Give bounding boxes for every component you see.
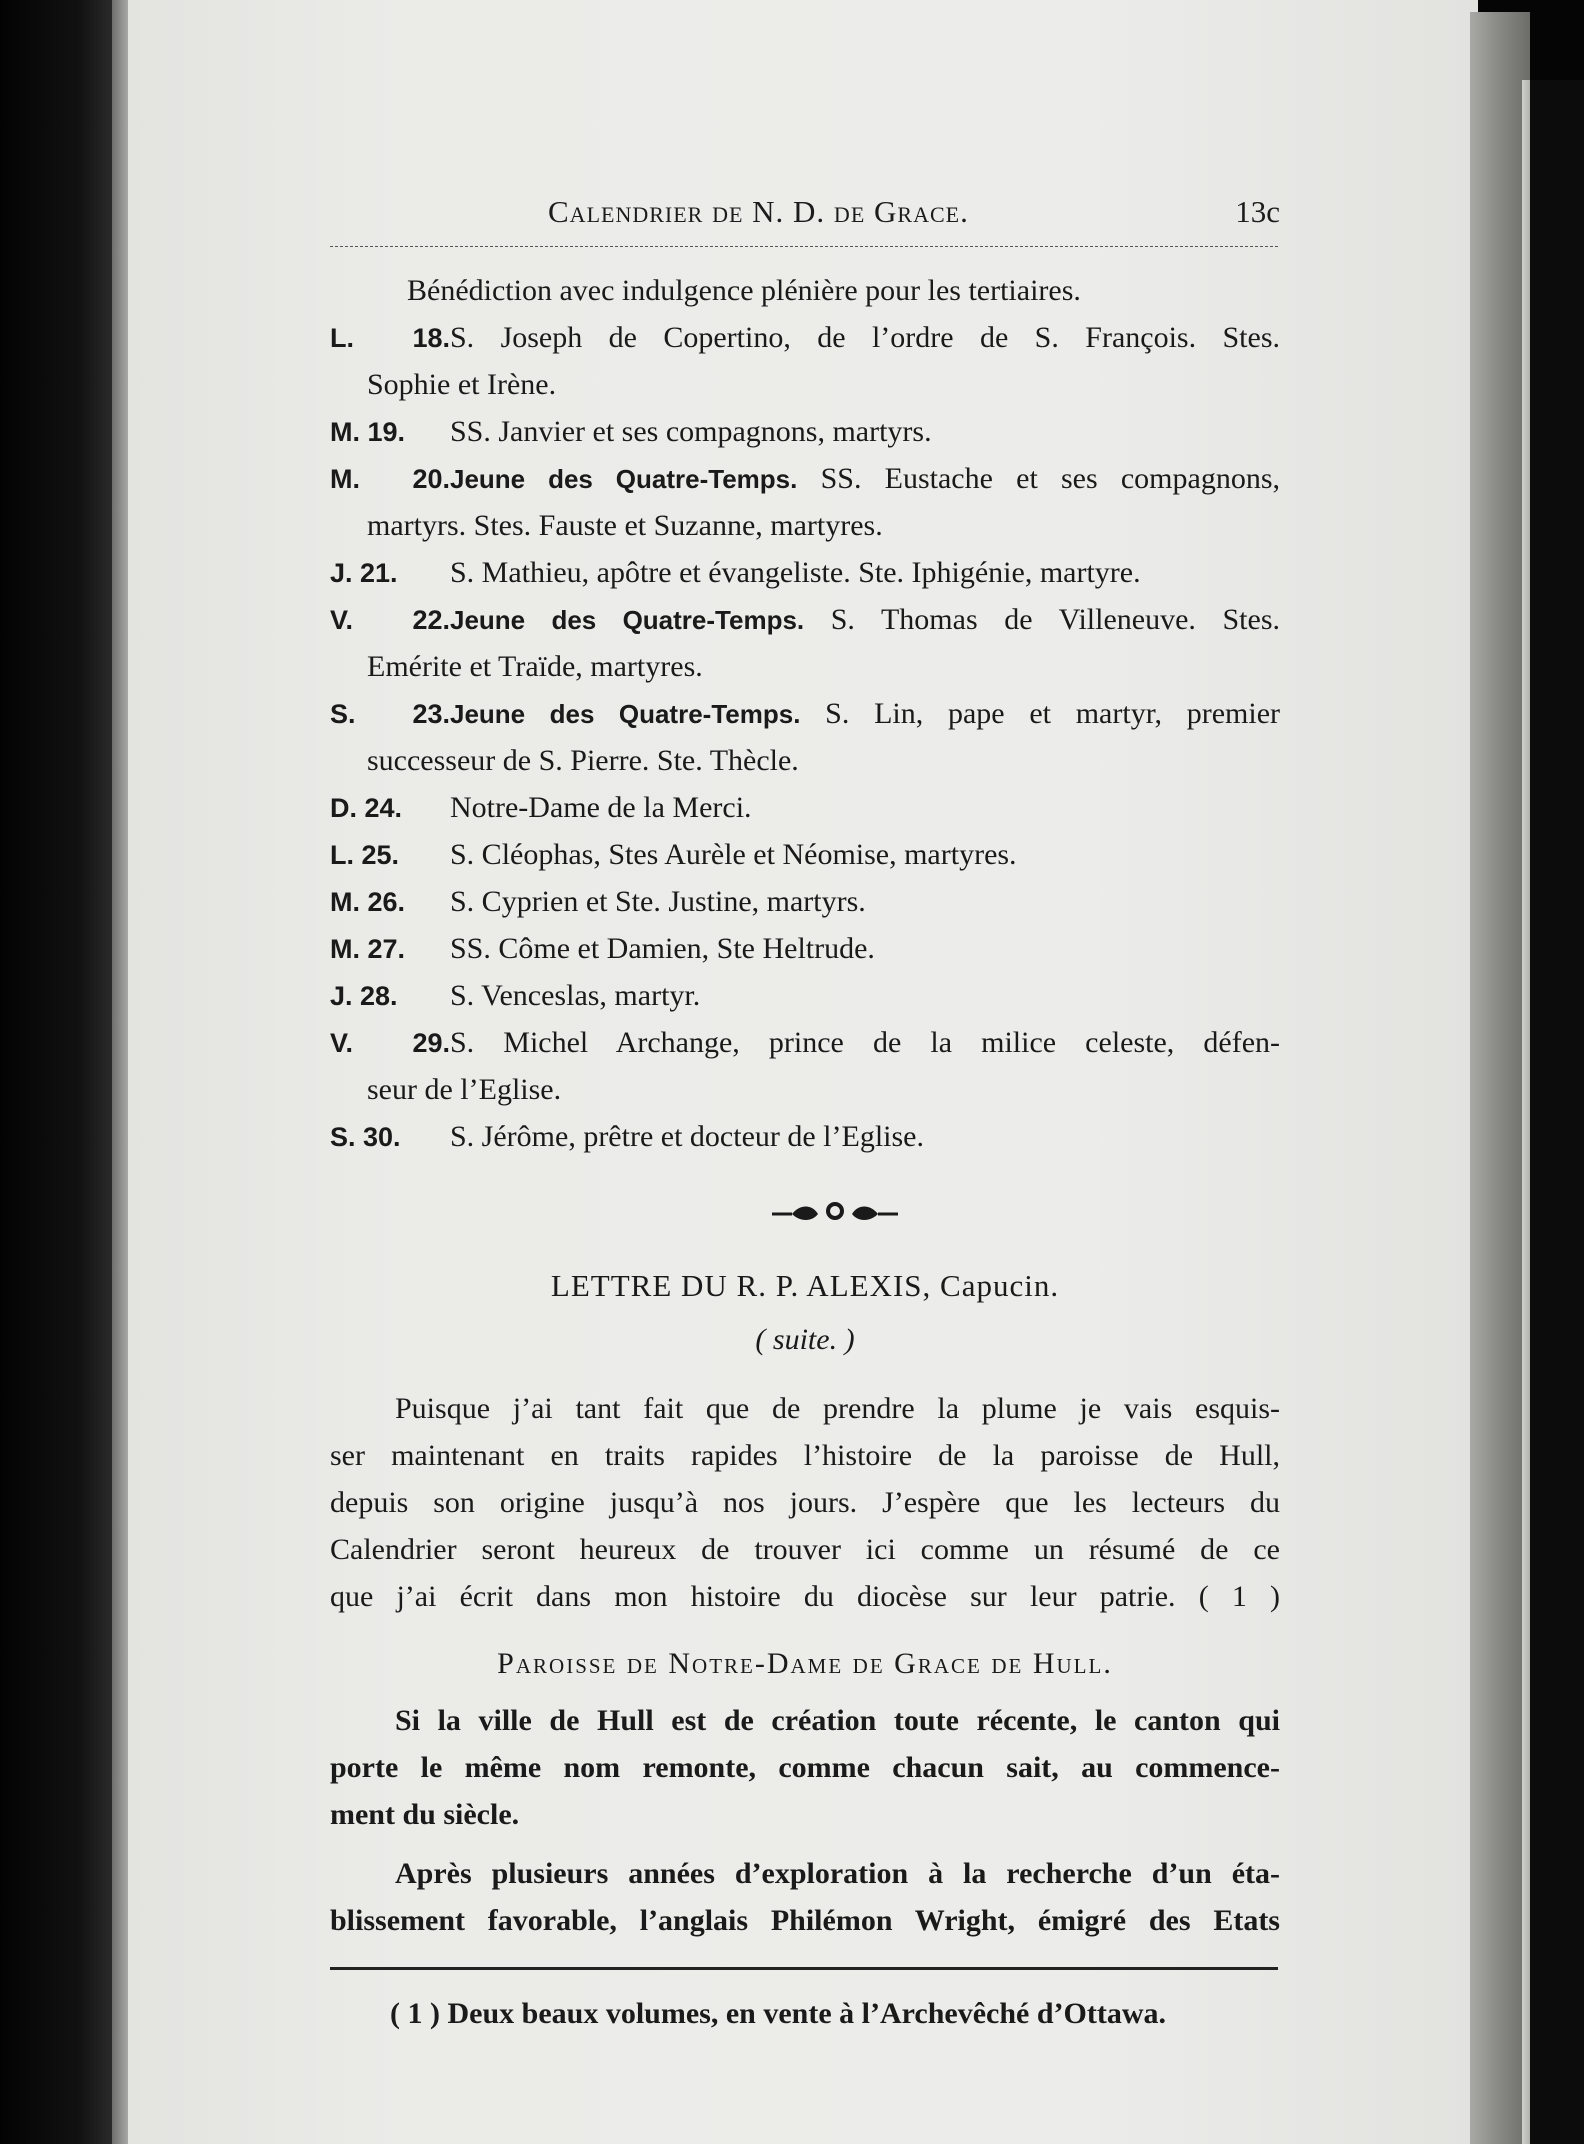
entry-continuation: successeur de S. Pierre. Ste. Thècle. <box>367 744 799 777</box>
calendar-entry <box>330 455 1280 503</box>
calendar-entry <box>330 1019 1280 1067</box>
entry-date: M. 20. <box>330 464 450 494</box>
calendar-intro: Bénédiction avec indulgence plénière pour les tertiaires. <box>407 274 1081 307</box>
entry-date: L. 25. <box>330 840 400 870</box>
calendar-entry <box>330 690 1280 738</box>
entry-text: SS. Janvier et ses compagnons, martyrs. <box>450 415 932 448</box>
entry-continuation: Sophie et Irène. <box>367 368 557 401</box>
entry-text: S. Joseph de Copertino, de l’ordre de S. François. Stes. <box>450 321 1280 354</box>
feast-label: Jeune des Quatre-Temps. <box>450 464 798 494</box>
footnote: ( 1 ) Deux beaux volumes, en vente à l’Archevêché d’Ottawa. <box>390 1997 1167 2030</box>
paragraph-line: porte le même nom remonte, comme chacun sait, au commence- <box>330 1751 1280 1784</box>
calendar-entry <box>330 878 1280 926</box>
calendar-entry <box>330 784 1280 832</box>
entry-text: S. Lin, pape et martyr, premier <box>825 697 1280 730</box>
left-book-edge <box>0 0 112 2144</box>
entry-date: V. 22. <box>330 605 450 635</box>
entry-date: L. 18. <box>330 323 450 353</box>
entry-text: S. Jérôme, prêtre et docteur de l’Eglise. <box>450 1120 924 1153</box>
paragraph-line: blissement favorable, l’anglais Philémon Wright, émigré des Etats <box>330 1904 1280 1937</box>
entry-date: J. 28. <box>330 981 398 1011</box>
entry-date: S. 30. <box>330 1122 401 1152</box>
paragraph-line: ment du siècle. <box>330 1798 520 1831</box>
feast-label: Jeune des Quatre-Temps. <box>450 699 801 729</box>
entry-text: SS. Eustache et ses compagnons, <box>820 462 1281 495</box>
entry-continuation: martyrs. Stes. Fauste et Suzanne, martyres. <box>367 509 883 542</box>
entry-date: V. 29. <box>330 1028 450 1058</box>
section-heading: Paroisse de Notre-Dame de Grace de Hull. <box>497 1647 1113 1680</box>
entry-text: S. Cyprien et Ste. Justine, martyrs. <box>450 885 866 918</box>
footnote-rule <box>330 1967 1278 1970</box>
calendar-entry <box>330 1113 1280 1161</box>
letter-subtitle: ( suite. ) <box>755 1323 855 1356</box>
right-page-edges <box>1470 12 1530 2144</box>
running-title: Calendrier de N. D. de Grace. <box>548 194 969 229</box>
right-book-edge <box>1530 80 1584 2144</box>
paragraph-line: ser maintenant en traits rapides l’histoire de la paroisse de Hull, <box>330 1439 1280 1472</box>
page-number: 13c <box>1235 194 1280 229</box>
entry-text: S. Michel Archange, prince de la milice celeste, défen- <box>450 1026 1280 1059</box>
entry-text: S. Mathieu, apôtre et évangeliste. Ste. Iphigénie, martyre. <box>450 556 1141 589</box>
paragraph-line: Puisque j’ai tant fait que de prendre la plume je vais esquis- <box>395 1392 1280 1425</box>
calendar-entry <box>330 549 1280 597</box>
paragraph-line: Si la ville de Hull est de création toute récente, le canton qui <box>395 1704 1280 1737</box>
paragraph-line: Après plusieurs années d’exploration à la recherche d’un éta- <box>395 1857 1280 1890</box>
entry-text: S. Thomas de Villeneuve. Stes. <box>830 603 1280 636</box>
entry-text: S. Venceslas, martyr. <box>450 979 701 1012</box>
entry-date: M. 19. <box>330 417 406 447</box>
entry-text: SS. Côme et Damien, Ste Heltrude. <box>450 932 875 965</box>
calendar-entry <box>330 596 1280 644</box>
calendar-entry <box>330 314 1280 362</box>
calendar-entry <box>330 831 1280 879</box>
letter-title: LETTRE DU R. P. ALEXIS, Capucin. <box>550 1268 1060 1303</box>
entry-continuation: seur de l’Eglise. <box>367 1073 562 1106</box>
page-header <box>330 190 1280 240</box>
entry-date: M. 27. <box>330 934 406 964</box>
entry-date: D. 24. <box>330 793 403 823</box>
entry-continuation: Emérite et Traïde, martyres. <box>367 650 703 683</box>
paragraph-line: Calendrier seront heureux de trouver ici comme un résumé de ce <box>330 1533 1280 1566</box>
section-ornament <box>770 1196 900 1232</box>
entry-date: J. 21. <box>330 558 398 588</box>
feast-label: Jeune des Quatre-Temps. <box>450 605 805 635</box>
header-rule <box>330 246 1278 247</box>
entry-date: M. 26. <box>330 887 406 917</box>
calendar-entry <box>330 925 1280 973</box>
paragraph-line: depuis son origine jusqu’à nos jours. J’espère que les lecteurs du <box>330 1486 1280 1519</box>
paragraph-line: que j’ai écrit dans mon histoire du diocèse sur leur patrie. ( 1 ) <box>330 1580 1280 1613</box>
calendar-entry <box>330 408 1280 456</box>
calendar-entry <box>330 972 1280 1020</box>
entry-text: Notre-Dame de la Merci. <box>450 791 752 824</box>
entry-text: S. Cléophas, Stes Aurèle et Néomise, martyres. <box>450 838 1017 871</box>
entry-date: S. 23. <box>330 699 450 729</box>
